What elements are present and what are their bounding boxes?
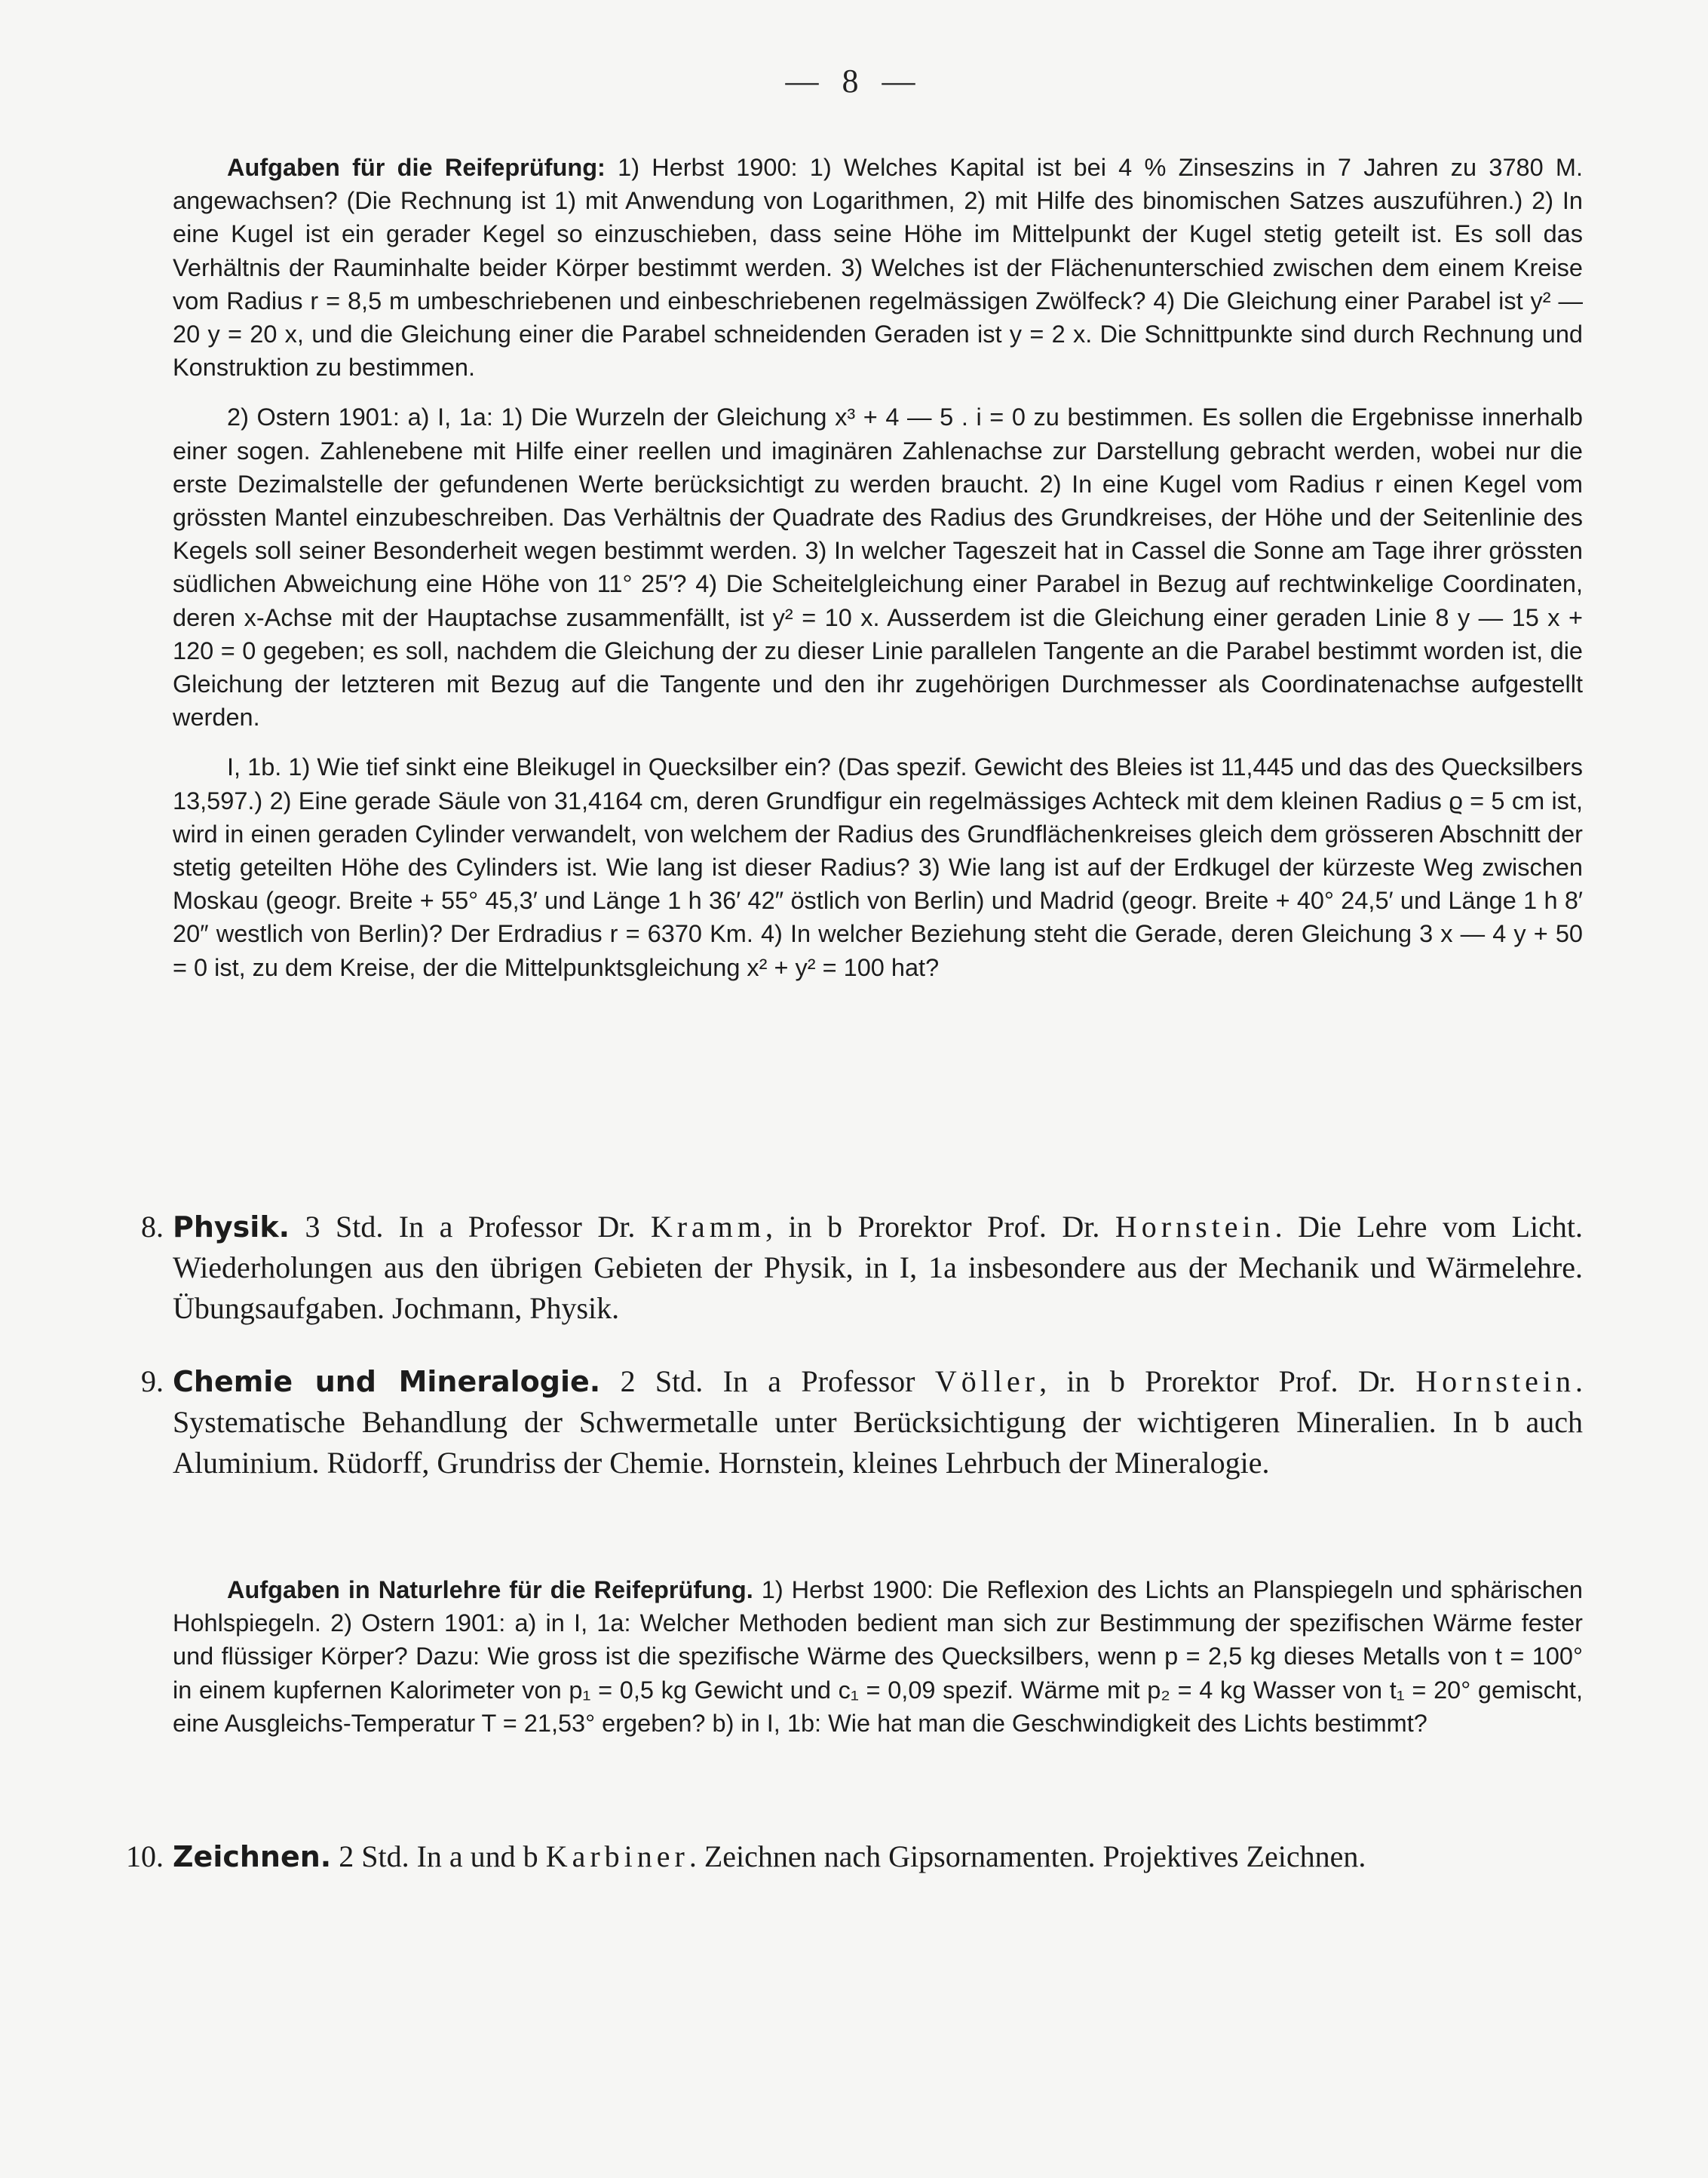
section-text: 2 Std. In a Professor: [620, 1364, 915, 1398]
math-exam-tasks: [173, 151, 1583, 984]
section-physik: [141, 1207, 1584, 1329]
section-text: . Systematische Behandlung der Schwermetalle unter Berücksichtigung der wichtigeren Mineralien. In b auch Aluminium. Rüdorff, Grundriss der Chemie. Hornstein, kleines Lehrbuch der Mineralogie.: [173, 1364, 1584, 1480]
science-exam-text: 1) Herbst 1900: Die Reflexion des Lichts an Planspiegeln und sphärischen Hohlspiegeln. 2) Ostern 1901: a) in I, 1a: Welcher Methoden bedient man sich zur Bestimmung der spezifischen Wärme fester und flüssiger Körper? Dazu: Wie gross ist die spezifische Wärme des Quecksilbers, wenn p = 2,5 kg dieses Metalls von t = 100° in einem kupfernen Kalorimeter von p₁ = 0,5 kg Gewicht und c₁ = 0,09 spezif. Wärme mit p₂ = 4 kg Wasser von t₁ = 20° gemischt, eine Ausgleichs-Temperatur T = 21,53° ergeben? b) in I, 1b: Wie hat man die Geschwindigkeit des Lichts bestimmt?: [173, 1576, 1583, 1737]
section-title: Chemie und Mineralogie.: [173, 1365, 601, 1398]
section-text: 3 Std. In a Professor Dr.: [305, 1210, 636, 1244]
math-exam-heading: Aufgaben für die Reifeprüfung:: [227, 154, 606, 181]
page-number: — 8 —: [785, 63, 923, 100]
science-exam-paragraph: [173, 1573, 1583, 1740]
science-exam-tasks: [173, 1573, 1583, 1740]
section-number: 9.: [141, 1364, 164, 1398]
section-chemie: [141, 1361, 1584, 1483]
section-text: . Zeichnen nach Gipsornamenten. Projektives Zeichnen.: [688, 1839, 1366, 1873]
teacher-name: Karbiner: [545, 1839, 689, 1873]
section-number: 10.: [126, 1839, 164, 1873]
section-title: Physik.: [173, 1210, 290, 1244]
science-exam-heading: Aufgaben in Naturlehre für die Reifeprüfung.: [227, 1576, 753, 1603]
math-exam-text-1: 1) Herbst 1900: 1) Welches Kapital ist bei 4 % Zinseszins in 7 Jahren zu 3780 M. angewachsen? (Die Rechnung ist 1) mit Anwendung von Logarithmen, 2) mit Hilfe des binomischen Satzes auszuführen.) 2) In eine Kugel ist ein gerader Kegel so einzuschieben, dass seine Höhe im Mittelpunkt der Kugel stetig geteilt ist. Es soll das Verhältnis der Rauminhalte beider Körper bestimmt werden. 3) Welches ist der Flächenunterschied zwischen dem einem Kreise vom Radius r = 8,5 m umbeschriebenen und einbeschriebenen regelmässigen Zwölfeck? 4) Die Gleichung einer Parabel ist y² — 20 y = 20 x, und die Gleichung einer die Parabel schneidenden Geraden ist y = 2 x. Die Schnittpunkte sind durch Rechnung und Konstruktion zu bestimmen.: [173, 154, 1584, 382]
teacher-name: Völler: [934, 1364, 1040, 1398]
section-text: 2 Std. In a und b: [339, 1839, 538, 1873]
section-zeichnen: [126, 1836, 1583, 1877]
section-text: . Die Lehre vom Licht. Wiederholungen aus den übrigen Gebieten der Physik, in I, 1a insbesondere aus der Mechanik und Wärmelehre. Übungsaufgaben. Jochmann, Physik.: [173, 1210, 1584, 1325]
section-text: , in b Prorektor Prof. Dr.: [1039, 1364, 1396, 1398]
section-number: 8.: [141, 1210, 164, 1244]
section-text: , in b Prorektor Prof. Dr.: [765, 1210, 1100, 1244]
teacher-name: Kramm: [650, 1210, 765, 1244]
math-exam-paragraph-1: [173, 151, 1583, 384]
section-title: Zeichnen.: [173, 1840, 332, 1873]
teacher-name: Hornstein: [1115, 1210, 1275, 1244]
math-exam-paragraph-2: 2) Ostern 1901: a) I, 1a: 1) Die Wurzeln der Gleichung x³ + 4 — 5 . i = 0 zu bestimmen. Es sollen die Ergebnisse innerhalb einer sogen. Zahlenebene mit Hilfe einer reellen und imaginären Zahlenachse zur Darstellung gebracht werden, wobei nur die erste Dezimalstelle der gefundenen Werte berücksichtigt zu werden braucht. 2) In eine Kugel vom Radius r einen Kegel vom grössten Mantel einzubeschreiben. Das Verhältnis der Quadrate des Radius des Grundkreises, der Höhe und der Seitenlinie des Kegels soll seiner Besonderheit wegen bestimmt werden. 3) In welcher Tageszeit hat in Cassel die Sonne am Tage ihrer grössten südlichen Abweichung eine Höhe von 11° 25′? 4) Die Scheitelgleichung einer Parabel in Bezug auf rechtwinkelige Coordinaten, deren x-Achse mit der Hauptachse zusammenfällt, ist y² = 10 x. Ausserdem ist die Gleichung einer geraden Linie 8 y — 15 x + 120 = 0 gegeben; es soll, nachdem die Gleichung der zu dieser Linie parallelen Tangente an die Parabel bestimmt worden ist, die Gleichung der letzteren mit Bezug auf die Tangente und den ihr zugehörigen Durchmesser als Coordinatenachse aufgestellt werden.: [173, 403, 1583, 732]
teacher-name: Hornstein: [1415, 1364, 1576, 1398]
math-exam-paragraph-3: I, 1b. 1) Wie tief sinkt eine Bleikugel in Quecksilber ein? (Das spezif. Gewicht des Bleies ist 11,445 und das des Quecksilbers 13,597.) 2) Eine gerade Säule von 31,4164 cm, deren Grundfigur ein regelmässiges Achteck mit dem kleinen Radius ϱ = 5 cm ist, wird in einen geraden Cylinder verwandelt, von welchem der Radius des Grundflächenkreises gleich dem grösseren Abschnitt der stetig geteilten Höhe des Cylinders ist. Wie lang ist dieser Radius? 3) Wie lang ist auf der Erdkugel der kürzeste Weg zwischen Moskau (geogr. Breite + 55° 45,3′ und Länge 1 h 36′ 42″ östlich von Berlin) und Madrid (geogr. Breite + 40° 24,5′ und Länge 1 h 8′ 20″ westlich von Berlin)? Der Erdradius r = 6370 Km. 4) In welcher Beziehung steht die Gerade, deren Gleichung 3 x — 4 y + 50 = 0 ist, zu dem Kreise, der die Mittelpunktsgleichung x² + y² = 100 hat?: [173, 753, 1583, 981]
